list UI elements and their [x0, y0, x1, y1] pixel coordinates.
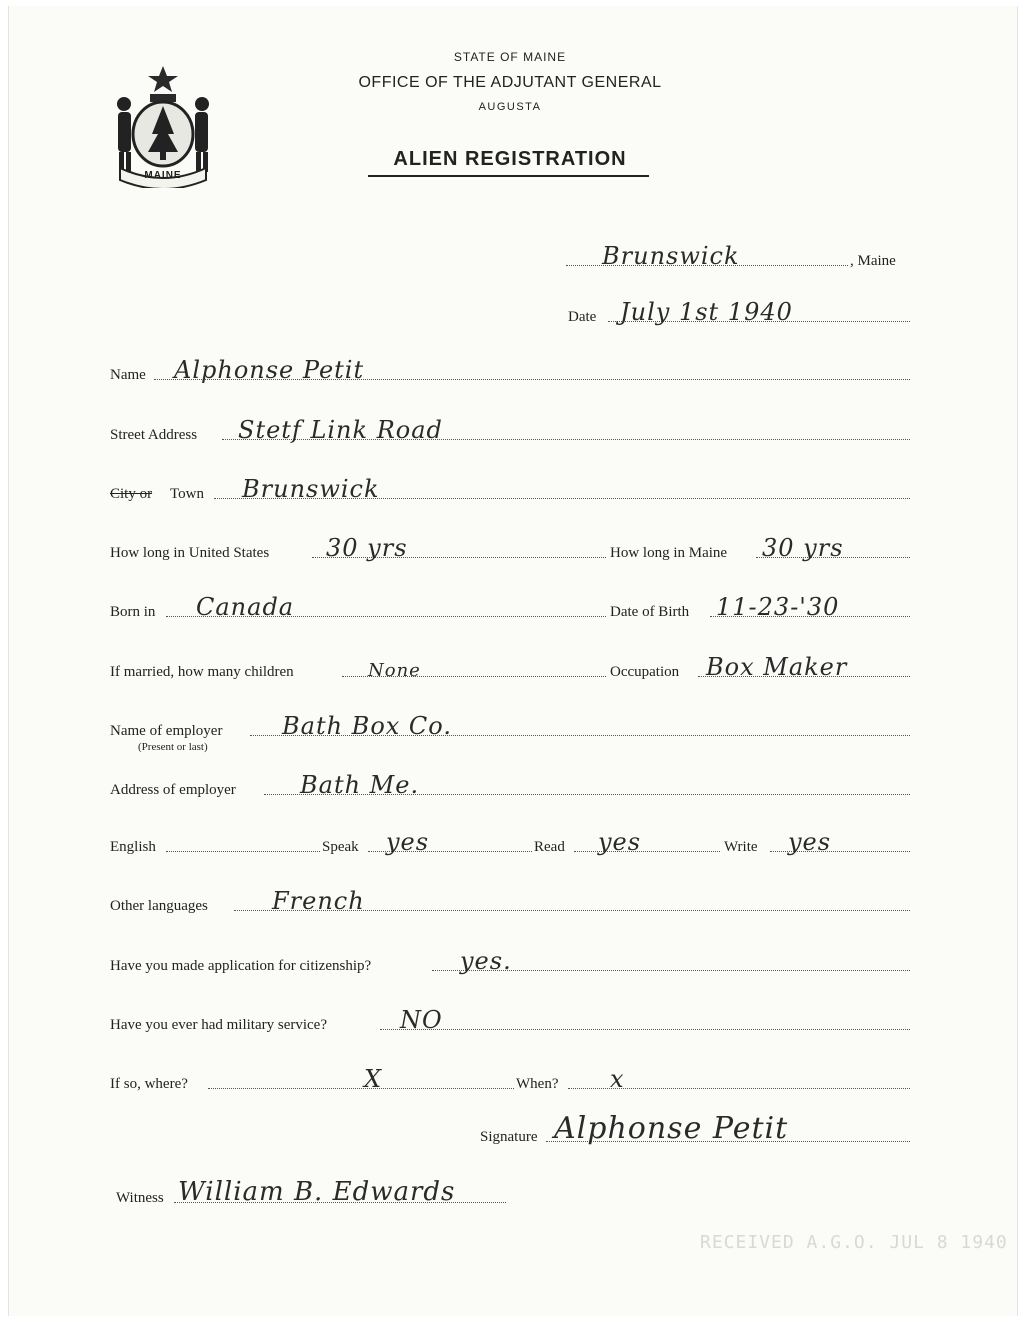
birth-row	[110, 593, 910, 623]
service-details-row	[110, 1065, 910, 1095]
maine-time-label: How long in Maine	[610, 545, 728, 561]
name-row	[110, 356, 910, 386]
where-dotted-line	[208, 1088, 514, 1089]
when-value[interactable]: x	[610, 1065, 625, 1093]
employer-value[interactable]: Bath Box Co.	[282, 712, 452, 740]
witness-value[interactable]: William B. Edwards	[178, 1177, 456, 1207]
signature-value[interactable]: Alphonse Petit	[554, 1111, 789, 1146]
us-time-label: How long in United States	[110, 545, 270, 561]
seal-banner-text: MAINE	[144, 170, 182, 181]
citizenship-label: Have you made application for citizenship?	[110, 958, 372, 974]
residence-row	[110, 534, 910, 564]
citizenship-row	[110, 947, 910, 977]
signature-row	[480, 1111, 910, 1148]
street-row	[110, 416, 910, 446]
where-label: If so, where?	[110, 1076, 188, 1092]
date-label: Date	[568, 309, 597, 325]
english-dotted-line	[166, 851, 320, 852]
english-row	[110, 828, 910, 858]
read-label: Read	[534, 839, 565, 855]
write-value[interactable]: yes	[788, 828, 832, 856]
military-label: Have you ever had military service?	[110, 1017, 327, 1033]
occupation-label: Occupation	[610, 664, 680, 680]
town-struck-label: City or	[110, 486, 153, 502]
place-suffix: , Maine	[850, 253, 896, 269]
read-value[interactable]: yes	[598, 828, 642, 856]
employer-row	[110, 712, 910, 742]
received-stamp: RECEIVED A.G.O. JUL 8 1940	[700, 1232, 1008, 1253]
read-dotted-line	[574, 851, 720, 852]
witness-row	[116, 1177, 506, 1209]
name-value[interactable]: Alphonse Petit	[174, 356, 365, 384]
form-title: ALIEN REGISTRATION	[393, 148, 627, 170]
born-label: Born in	[110, 604, 156, 620]
military-row	[110, 1006, 910, 1036]
town-label: Town	[170, 486, 204, 502]
date-value[interactable]: July 1st 1940	[620, 298, 793, 326]
military-dotted-line	[380, 1029, 910, 1030]
us-time-value[interactable]: 30 yrs	[326, 534, 408, 562]
where-value[interactable]: X	[364, 1065, 383, 1093]
signature-label: Signature	[480, 1129, 538, 1145]
dob-label: Date of Birth	[610, 604, 690, 620]
employer-address-value[interactable]: Bath Me.	[300, 771, 420, 799]
town-row	[110, 475, 910, 505]
place-value[interactable]: Brunswick	[602, 242, 740, 270]
languages-value[interactable]: French	[272, 887, 365, 915]
languages-label: Other languages	[110, 898, 208, 914]
speak-label: Speak	[322, 839, 359, 855]
witness-label: Witness	[116, 1190, 164, 1206]
employer-sublabel: (Present or last)	[138, 741, 208, 753]
header-state: STATE OF MAINE	[453, 50, 567, 64]
name-label: Name	[110, 367, 146, 383]
born-value[interactable]: Canada	[196, 593, 295, 621]
english-label: English	[110, 839, 156, 855]
languages-row	[110, 887, 910, 917]
speak-value[interactable]: yes	[386, 828, 430, 856]
citizenship-value[interactable]: yes.	[460, 947, 512, 975]
employer-address-row	[110, 771, 910, 801]
children-value[interactable]: None	[368, 660, 421, 681]
children-label: If married, how many children	[110, 664, 294, 680]
date-row	[568, 298, 910, 328]
street-label: Street Address	[110, 427, 198, 443]
when-label: When?	[516, 1076, 559, 1092]
town-value[interactable]: Brunswick	[242, 475, 380, 503]
dob-value[interactable]: 11-23-'30	[716, 593, 840, 621]
maine-time-value[interactable]: 30 yrs	[762, 534, 844, 562]
military-value[interactable]: NO	[400, 1006, 443, 1034]
street-value[interactable]: Stetf Link Road	[238, 416, 443, 444]
place-row	[566, 242, 910, 272]
employer-label: Name of employer	[110, 723, 223, 739]
title-underline	[368, 175, 649, 177]
header-city: AUGUSTA	[478, 101, 542, 113]
write-label: Write	[724, 839, 758, 855]
occupation-value[interactable]: Box Maker	[706, 653, 848, 681]
header-office: OFFICE OF THE ADJUTANT GENERAL	[358, 74, 662, 91]
employer-address-label: Address of employer	[110, 782, 236, 798]
family-row	[110, 653, 910, 683]
